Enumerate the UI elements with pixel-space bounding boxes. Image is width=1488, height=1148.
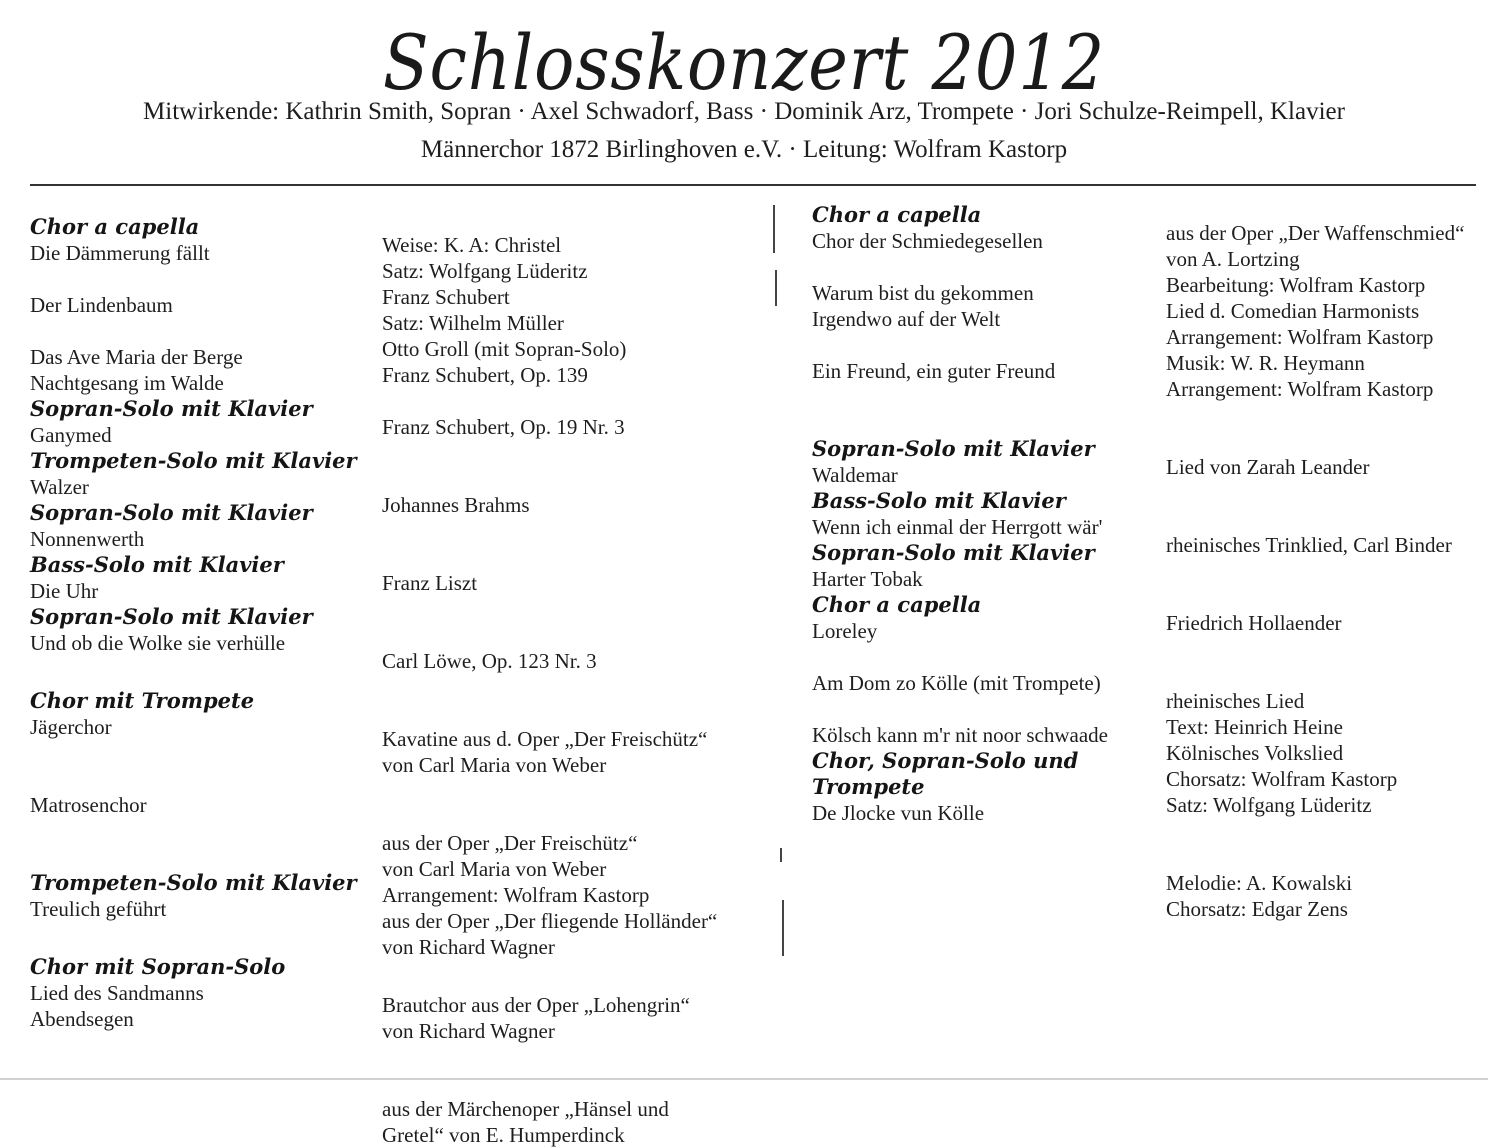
piece-title: Abendsegen: [30, 1007, 134, 1031]
section-heading: Sopran-Solo mit Klavier: [812, 540, 1095, 565]
spacer: [1166, 662, 1481, 688]
spacer: [382, 544, 762, 570]
section-heading: Sopran-Solo mit Klavier: [30, 604, 313, 629]
right-works-column: [812, 202, 1157, 826]
right-composers-column: [1166, 220, 1481, 922]
composer-line: Chorsatz: Edgar Zens: [1166, 897, 1348, 921]
piece-title: Ganymed: [30, 423, 112, 447]
composer-line: Carl Löwe, Op. 123 Nr. 3: [382, 649, 597, 673]
piece-title: Lied des Sandmanns: [30, 981, 204, 1005]
section-heading: Trompeten-Solo mit Klavier: [30, 448, 357, 473]
piece-title: Harter Tobak: [812, 567, 923, 591]
header-rule: [30, 184, 1476, 186]
spacer: [30, 656, 370, 688]
piece-title: Nachtgesang im Walde: [30, 371, 224, 395]
spacer: [812, 644, 1157, 670]
composer-line: Arrangement: Wolfram Kastorp: [382, 883, 650, 907]
spacer: [812, 254, 1157, 280]
composer-line: Lied von Zarah Leander: [1166, 455, 1370, 479]
section-heading: Bass-Solo mit Klavier: [812, 488, 1066, 513]
spacer: [1166, 506, 1481, 532]
section-heading: Trompeten-Solo mit Klavier: [30, 870, 357, 895]
piece-title: Kölsch kann m'r nit noor schwaade: [812, 723, 1108, 747]
spacer: [382, 960, 762, 992]
composer-line: Satz: Wolfgang Lüderitz: [1166, 793, 1372, 817]
composer-line: Melodie: A. Kowalski: [1166, 871, 1353, 895]
spacer: [382, 778, 762, 830]
spacer: [382, 466, 762, 492]
spacer: [1166, 636, 1481, 662]
spacer: [1166, 818, 1481, 870]
piece-title: Waldemar: [812, 463, 898, 487]
spacer: [382, 674, 762, 700]
composer-line: Friedrich Hollaender: [1166, 611, 1342, 635]
composer-line: Franz Schubert, Op. 139: [382, 363, 588, 387]
spacer: [30, 740, 370, 792]
section-heading: Chor a capella: [812, 592, 982, 617]
composer-line: Arrangement: Wolfram Kastorp: [1166, 325, 1434, 349]
fold-mark: [775, 270, 777, 306]
section-heading: Sopran-Solo mit Klavier: [30, 396, 313, 421]
composer-line: von Richard Wagner: [382, 1019, 555, 1043]
composer-line: aus der Märchenoper „Hänsel und: [382, 1097, 669, 1121]
composer-line: aus der Oper „Der fliegende Holländer“: [382, 909, 718, 933]
composer-line: Brautchor aus der Oper „Lohengrin“: [382, 993, 690, 1017]
composer-line: rheinisches Lied: [1166, 689, 1305, 713]
spacer: [30, 818, 370, 870]
composer-line: Franz Schubert: [382, 285, 510, 309]
fold-mark: [773, 205, 775, 253]
piece-title: Warum bist du gekommen: [812, 281, 1034, 305]
spacer: [382, 1044, 762, 1096]
spacer: [1166, 558, 1481, 584]
piece-title: De Jlocke vun Kölle: [812, 801, 985, 825]
composer-line: rheinisches Trinklied, Carl Binder: [1166, 533, 1452, 557]
piece-title: Die Dämmerung fällt: [30, 241, 210, 265]
spacer: [382, 700, 762, 726]
choir-conductor-line: Männerchor 1872 Birlinghoven e.V. · Leitung: Wolfram Kastorp: [420, 136, 1068, 163]
piece-title: Der Lindenbaum: [30, 293, 173, 317]
piece-title: Und ob die Wolke sie verhülle: [30, 631, 286, 655]
spacer: [30, 266, 370, 292]
spacer: [1166, 480, 1481, 506]
composer-line: Johannes Brahms: [382, 493, 530, 517]
spacer: [1166, 584, 1481, 610]
piece-title: Nonnenwerth: [30, 527, 145, 551]
piece-title: Loreley: [812, 619, 878, 643]
performers-line: Mitwirkende: Kathrin Smith, Sopran · Axel Schwadorf, Bass · Dominik Arz, Trompete · Jori Schulze-Reimpell, Klavier: [143, 98, 1345, 125]
section-heading: Sopran-Solo mit Klavier: [812, 436, 1095, 461]
piece-title: Jägerchor: [30, 715, 112, 739]
page-edge: [0, 1078, 1488, 1080]
composer-line: Lied d. Comedian Harmonists: [1166, 299, 1420, 323]
spacer: [382, 388, 762, 414]
composer-line: Franz Liszt: [382, 571, 478, 595]
piece-title: Die Uhr: [30, 579, 99, 603]
composer-line: Arrangement: Wolfram Kastorp: [1166, 377, 1434, 401]
composer-line: Musik: W. R. Heymann: [1166, 351, 1365, 375]
composer-line: aus der Oper „Der Freischütz“: [382, 831, 638, 855]
section-heading: Bass-Solo mit Klavier: [30, 552, 284, 577]
composer-line: Weise: K. A: Christel: [382, 233, 562, 257]
composer-line: von Carl Maria von Weber: [382, 857, 607, 881]
left-composers-column: [382, 232, 762, 1148]
spacer: [30, 318, 370, 344]
spacer: [1166, 402, 1481, 454]
composer-line: Satz: Wilhelm Müller: [382, 311, 564, 335]
section-heading: Chor mit Trompete: [30, 688, 255, 713]
piece-title: Matrosenchor: [30, 793, 147, 817]
composer-line: von Carl Maria von Weber: [382, 753, 607, 777]
piece-title: Am Dom zo Kölle (mit Trompete): [812, 671, 1101, 695]
section-heading: Chor a capella: [30, 214, 200, 239]
section-heading: Chor mit Sopran-Solo: [30, 954, 286, 979]
piece-title: Ein Freund, ein guter Freund: [812, 359, 1056, 383]
spacer: [30, 922, 370, 954]
piece-title: Wenn ich einmal der Herrgott wär': [812, 515, 1103, 539]
composer-line: von Richard Wagner: [382, 935, 555, 959]
composer-line: Kavatine aus d. Oper „Der Freischütz“: [382, 727, 708, 751]
composer-line: Kölnisches Volkslied: [1166, 741, 1344, 765]
composer-line: Chorsatz: Wolfram Kastorp: [1166, 767, 1398, 791]
spacer: [812, 332, 1157, 358]
section-heading: Chor, Sopran-Solo und Trompete: [812, 748, 1079, 799]
spacer: [382, 596, 762, 622]
piece-title: Irgendwo auf der Welt: [812, 307, 1001, 331]
composer-line: Otto Groll (mit Sopran-Solo): [382, 337, 627, 361]
spacer: [382, 622, 762, 648]
composer-line: Gretel“ von E. Humperdinck: [382, 1123, 625, 1147]
composer-line: von A. Lortzing: [1166, 247, 1300, 271]
composer-line: Franz Schubert, Op. 19 Nr. 3: [382, 415, 625, 439]
spacer: [812, 696, 1157, 722]
piece-title: Chor der Schmiedegesellen: [812, 229, 1043, 253]
piece-title: Treulich geführt: [30, 897, 167, 921]
piece-title: Das Ave Maria der Berge: [30, 345, 243, 369]
piece-title: Walzer: [30, 475, 89, 499]
composer-line: Satz: Wolfgang Lüderitz: [382, 259, 588, 283]
composer-line: Text: Heinrich Heine: [1166, 715, 1343, 739]
spacer: [382, 518, 762, 544]
section-heading: Chor a capella: [812, 202, 982, 227]
left-works-column: [30, 214, 370, 1032]
fold-mark: [782, 900, 784, 956]
spacer: [382, 440, 762, 466]
composer-line: aus der Oper „Der Waffenschmied“: [1166, 221, 1465, 245]
spacer: [812, 384, 1157, 436]
section-heading: Sopran-Solo mit Klavier: [30, 500, 313, 525]
page-title: Schlosskonzert 2012: [382, 18, 1106, 107]
composer-line: Bearbeitung: Wolfram Kastorp: [1166, 273, 1426, 297]
fold-mark: [780, 848, 782, 862]
